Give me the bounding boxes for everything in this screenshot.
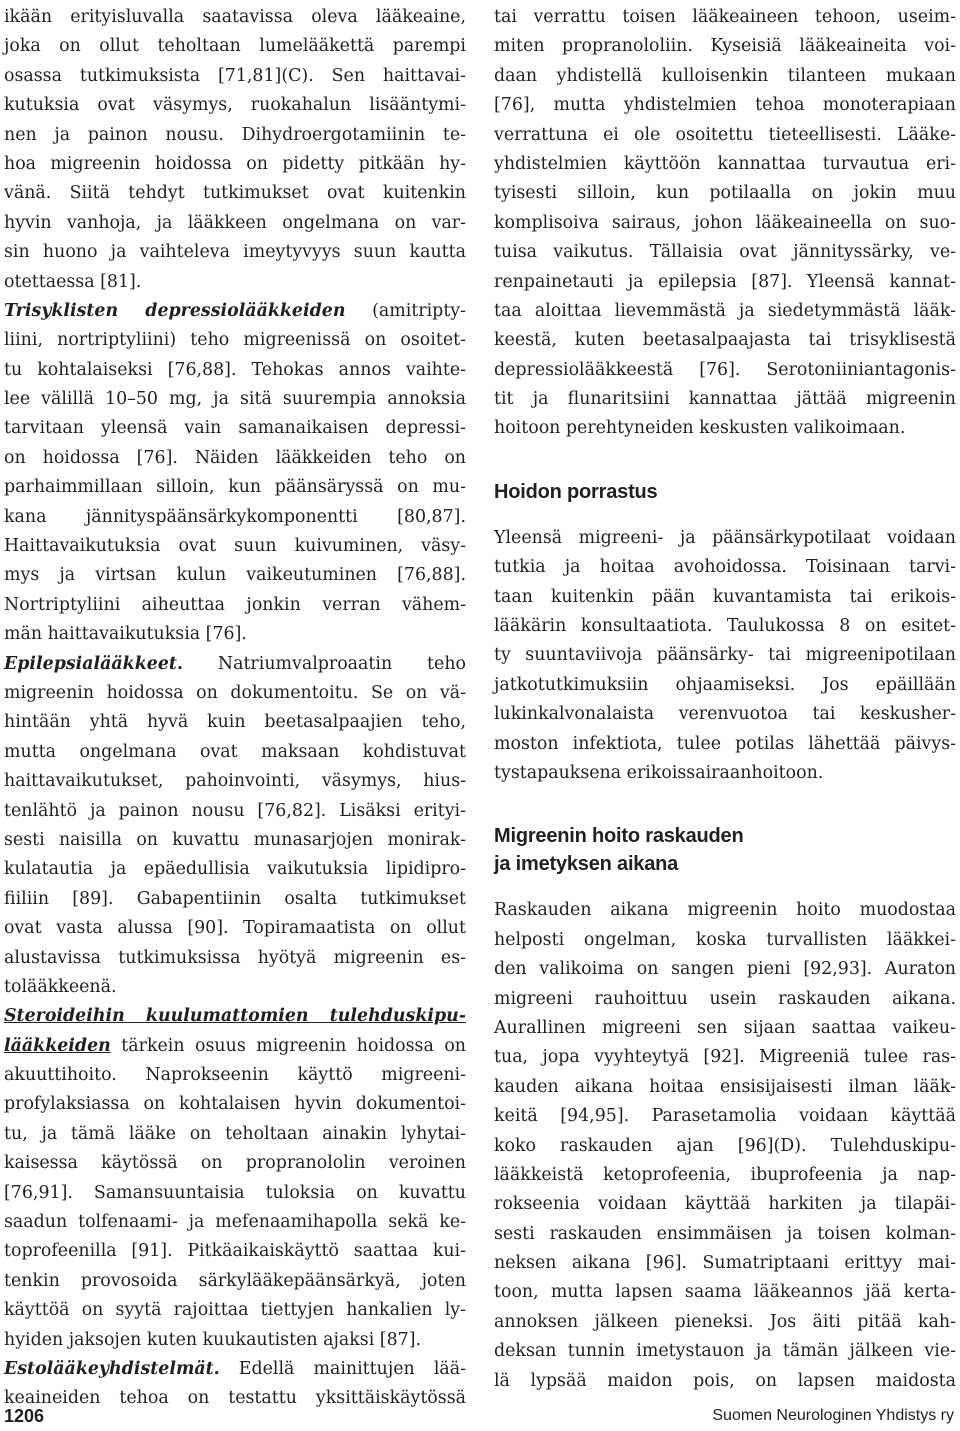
text-line: [494, 700, 956, 729]
line-text: tyisesti silloin, kun potilaalla on jokin muu: [494, 183, 956, 204]
text-line: [494, 896, 956, 925]
line-text: tua, jopa vyyhteytyä [92]. Migreeniä tulee ras-: [494, 1047, 956, 1068]
text-line: [4, 944, 466, 973]
line-text: lääkkeistä ketoprofeenia, ibuprofeenia ja nap-: [494, 1164, 956, 1185]
line-text: helposti ongelman, koska turvallisten lääkkei-: [494, 929, 956, 950]
line-text: on hoidossa [76]. Näiden lääkkeiden teho on: [4, 447, 466, 468]
line-text: tarvitaan yleensä vain samanaikaisen depressi-: [4, 418, 466, 439]
line-text: mutta ongelmana ovat maksaan kohdistuvat: [4, 741, 466, 762]
line-text: moston infektiota, tulee potilas lähettää päivys-: [494, 733, 956, 754]
line-text: komplisoiva sairaus, johon lääkeaineella on suo-: [494, 212, 956, 233]
spacer: [494, 788, 956, 822]
text-line: [494, 985, 956, 1014]
text-line: [494, 238, 956, 267]
inline-subheading: Trisyklisten depressiolääkkeiden: [4, 300, 346, 321]
line-text: ovat vasta alussa [90]. Topiramaatista on ollut: [4, 918, 466, 939]
text-line: [494, 3, 956, 32]
line-text: haittavaikutukset, pahoinvointi, väsymys, hius-: [4, 771, 466, 792]
text-line: [4, 797, 466, 826]
spacer: [494, 444, 956, 478]
text-line: [494, 1278, 956, 1307]
line-text: renpainetauti ja epilepsia [87]. Yleensä kannat-: [494, 271, 956, 292]
text-line: [4, 1120, 466, 1149]
line-text: lä lypsää maidon pois, on lapsen maidosta: [494, 1370, 956, 1391]
line-text: akuuttihoito. Naprokseenin käyttö migreeni-: [4, 1065, 466, 1086]
page-number: 1206: [4, 1406, 45, 1426]
inline-subheading: lääkkeiden: [4, 1035, 111, 1056]
text-line: [494, 955, 956, 984]
line-text: depressiolääkkeestä [76]. Serotoniiniantagonis-: [494, 359, 956, 380]
text-line: [494, 150, 956, 179]
inline-subheading: Steroideihin kuulumattomien tulehduskipu-: [4, 1006, 466, 1027]
line-text: tu kohtalaiseksi [76,88]. Tehokas annos vaihte-: [4, 359, 466, 380]
line-text: Haittavaikutuksia ovat suun kuivuminen, väsy-: [4, 536, 466, 557]
text-line: [4, 738, 466, 767]
section-heading: [494, 822, 956, 878]
line-text: Nortriptyliini aiheuttaa jonkin verran vähem-: [4, 594, 466, 615]
text-line: [494, 179, 956, 208]
text-line: [4, 1179, 466, 1208]
text-line: [494, 1367, 956, 1396]
line-text: saadun tolfenaami- ja mefenaamihapolla sekä ke-: [4, 1212, 466, 1233]
text-line: [494, 671, 956, 700]
text-line: [494, 1190, 956, 1219]
line-text: toprofeenilla [91]. Pitkäaikaiskäyttö saattaa kui-: [4, 1241, 466, 1262]
text-line: [494, 641, 956, 670]
line-text: lukinkalvonalaista verenvuotoa tai keskusher-: [494, 704, 956, 725]
line-text: tystapauksena erikoissairaanhoitoon.: [494, 762, 824, 783]
line-text: [76,91]. Samansuuntaisia tuloksia on kuvattu: [4, 1182, 466, 1203]
text-line: [494, 1132, 956, 1161]
line-text: keaineiden tehoa on testattu yksittäiskäytössä: [4, 1388, 466, 1409]
text-line: [4, 532, 466, 561]
line-text: män haittavaikutuksia [76].: [4, 624, 247, 645]
text-line: [4, 503, 466, 532]
line-text: miten propranololiin. Kyseisiä lääkeaineita voi-: [494, 36, 956, 57]
section-heading: [494, 478, 956, 506]
line-text: tolääkkeenä.: [4, 976, 117, 997]
line-text: koko raskauden ajan [96](D). Tulehduskipu-: [494, 1135, 956, 1156]
text-line: [494, 1014, 956, 1043]
line-text: hoitoon perehtyneiden keskusten valikoimaan.: [494, 418, 906, 439]
inline-subheading: Estolääkeyhdistelmät.: [4, 1358, 220, 1379]
text-line: [4, 150, 466, 179]
line-text: parhaimmillaan silloin, kun päänsäryssä on mu-: [4, 477, 466, 498]
text-line: [4, 1355, 466, 1384]
line-text: kana jännityspäänsärkykomponentti [80,87].: [4, 506, 466, 527]
text-line: [4, 268, 466, 297]
line-text: jatkotutkimuksiin ohjaamiseksi. Jos epäillään: [494, 674, 956, 695]
text-line: [4, 826, 466, 855]
right-column: [494, 3, 956, 1396]
line-text: Edellä mainittujen lää-: [219, 1358, 466, 1379]
text-line: [4, 414, 466, 443]
line-text: kutuksia ovat väsymys, ruokahalun lisääntymi-: [4, 95, 466, 116]
text-line: [494, 91, 956, 120]
text-line: [4, 3, 466, 32]
text-line: [4, 121, 466, 150]
text-line: [494, 1102, 956, 1131]
line-text: tenlähtö ja painon nousu [76,82]. Lisäksi erityi-: [4, 800, 466, 821]
left-column: [4, 3, 466, 1414]
text-line: [4, 238, 466, 267]
line-text: taan kuitenkin pään kuvantamista tai erikois-: [494, 586, 956, 607]
text-line: [494, 326, 956, 355]
line-text: daan yhdistellä kulloisenkin tilanteen mukaan: [494, 65, 956, 86]
line-text: lee välillä 10–50 mg, ja sitä suurempia annoksia: [4, 389, 466, 410]
line-text: migreenin hoidossa on dokumentoitu. Se on vä-: [4, 682, 466, 703]
text-line: [4, 91, 466, 120]
text-line: [4, 179, 466, 208]
line-text: Aurallinen migreeni sen sijaan saattaa vaikeu-: [494, 1017, 956, 1038]
line-text: tärkein osuus migreenin hoidossa on: [110, 1035, 466, 1056]
text-line: [494, 209, 956, 238]
line-text: keestä, kuten beetasalpaajasta tai trisyklisestä: [494, 330, 956, 351]
text-line: [494, 926, 956, 955]
line-text: vänä. Siitä tehdyt tutkimukset ovat kuitenkin: [4, 183, 466, 204]
text-line: [4, 1237, 466, 1266]
text-line: [4, 1326, 466, 1355]
text-line: [494, 553, 956, 582]
line-text: rokseenia voidaan käyttää harkiten ja tilapäi-: [494, 1194, 956, 1215]
text-line: [4, 326, 466, 355]
text-line: [4, 356, 466, 385]
inline-subheading: Epilepsialääkkeet.: [4, 653, 183, 674]
text-line: [494, 385, 956, 414]
text-line: [4, 1090, 466, 1119]
text-line: [4, 620, 466, 649]
text-line: [4, 973, 466, 1002]
line-text: alustavissa tutkimuksissa hyötyä migreenin es-: [4, 947, 466, 968]
line-text: hoa migreenin hoidossa on pidetty pitkään hy-: [4, 153, 466, 174]
line-text: Natriumvalproaatin teho: [182, 653, 466, 674]
line-text: migreeni rauhoittuu usein raskauden aikana.: [494, 988, 956, 1009]
text-line: [494, 612, 956, 641]
text-line: [4, 650, 466, 679]
line-text: yhdistelmien käyttöön kannattaa turvautua eri-: [494, 153, 956, 174]
heading-line: Hoidon porrastus: [494, 480, 658, 503]
line-text: kulatautia ja epäedullisia vaikutuksia lipidipro-: [4, 859, 466, 880]
text-line: [4, 591, 466, 620]
text-line: [4, 32, 466, 61]
line-text: kaisessa käytössä on propranololin veroinen: [4, 1153, 466, 1174]
text-line: [4, 1032, 466, 1061]
line-text: tit ja flunaritsiini kannattaa jättää migreenin: [494, 389, 956, 410]
text-line: [4, 385, 466, 414]
line-text: hintään yhtä hyvä kuin beetasalpaajien teho,: [4, 712, 466, 733]
line-text: kauden aikana hoitaa ensisijaisesti ilman lääk-: [494, 1076, 956, 1097]
line-text: tu, ja tämä lääke on teholtaan ainakin lyhytai-: [4, 1123, 466, 1144]
text-line: [494, 1337, 956, 1366]
line-text: tenkin provosoida särkylääkepäänsärkyä, joten: [4, 1270, 466, 1291]
line-text: taa aloittaa lievemmästä ja siedetymmästä lääk-: [494, 300, 956, 321]
line-text: keitä [94,95]. Parasetamolia voidaan käyttää: [494, 1106, 956, 1127]
line-text: hyvin vanhoja, ja lääkkeen ongelmana on var-: [4, 212, 466, 233]
line-text: hyiden jaksojen kuten kuukautisten ajaksi [87].: [4, 1329, 422, 1350]
text-line: [4, 62, 466, 91]
text-line: [4, 1002, 466, 1031]
line-text: deksan tunnin imetystauon ja tämän jälkeen vie-: [494, 1341, 956, 1362]
text-line: [4, 1208, 466, 1237]
publisher-name: Suomen Neurologinen Yhdistys ry: [712, 1407, 954, 1424]
text-line: [494, 1220, 956, 1249]
text-line: [494, 583, 956, 612]
text-line: [4, 297, 466, 326]
line-text: tuisa vaikutus. Tällaisia ovat jännityssärky, ve-: [494, 242, 956, 263]
text-line: [494, 356, 956, 385]
text-line: [494, 524, 956, 553]
line-text: sin huono ja vaihteleva imeytyvyys suun kautta: [4, 242, 466, 263]
line-text: [76], mutta yhdistelmien tehoa monoterapiaan: [494, 95, 956, 116]
line-text: liini, nortriptyliini) teho migreenissä on osoitet-: [4, 330, 466, 351]
text-line: [494, 121, 956, 150]
line-text: annoksen jälkeen pieneksi. Jos äiti pitää kah-: [494, 1311, 956, 1332]
heading-line: Migreenin hoito raskauden: [494, 825, 744, 848]
line-text: toon, mutta lapsen saama lääkeannos jää kerta-: [494, 1282, 956, 1303]
text-line: [494, 1161, 956, 1190]
heading-line: ja imetyksen aikana: [494, 853, 679, 876]
line-text: osassa tutkimuksista [71,81](C). Sen haittavai-: [4, 65, 466, 86]
text-line: [4, 914, 466, 943]
line-text: fiiliin [89]. Gabapentiinin osalta tutkimukset: [4, 888, 466, 909]
line-text: den valikoima on sangen pieni [92,93]. Auraton: [494, 959, 956, 980]
line-text: verrattuna ei ole osoitettu tieteellisesti. Lääke-: [494, 124, 956, 145]
text-line: [494, 1073, 956, 1102]
line-text: joka on ollut teholtaan lumelääkettä parempi: [4, 36, 466, 57]
text-line: [4, 209, 466, 238]
line-text: ty suuntaviivoja päänsärky- tai migreenipotilaan: [494, 645, 956, 666]
line-text: (amitripty-: [345, 300, 467, 321]
line-text: tutkia ja hoitaa avohoidossa. Toisinaan tarvi-: [494, 557, 956, 578]
line-text: sesti naisilla on kuvattu munasarjojen monirak-: [4, 829, 466, 850]
text-line: [4, 561, 466, 590]
line-text: Raskauden aikana migreenin hoito muodostaa: [494, 900, 956, 921]
line-text: nen ja painon nousu. Dihydroergotamiinin te-: [4, 124, 466, 145]
line-text: Yleensä migreeni- ja päänsärkypotilaat voidaan: [494, 527, 956, 548]
text-line: [4, 767, 466, 796]
text-line: [494, 32, 956, 61]
text-line: [494, 730, 956, 759]
text-line: [4, 855, 466, 884]
spacer: [494, 506, 956, 524]
text-line: [4, 444, 466, 473]
text-line: [4, 1267, 466, 1296]
text-line: [4, 679, 466, 708]
line-text: otettaessa [81].: [4, 271, 142, 292]
line-text: profylaksiassa on kohtalaisen hyvin dokumentoi-: [4, 1094, 466, 1115]
line-text: käyttöä on syytä rajoittaa tiettyjen hankalien ly-: [4, 1300, 466, 1321]
line-text: lääkärin konsultaatiota. Taulukossa 8 on esitet-: [494, 616, 956, 637]
line-text: sesti raskauden ensimmäisen ja toisen kolman-: [494, 1223, 956, 1244]
text-line: [4, 1061, 466, 1090]
line-text: neksen aikana [96]. Sumatriptaani erittyy mai-: [494, 1253, 956, 1274]
text-line: [494, 297, 956, 326]
text-line: [494, 1249, 956, 1278]
spacer: [494, 878, 956, 896]
line-text: mys ja virtsan kulun vaikeutuminen [76,88].: [4, 565, 466, 586]
text-line: [4, 1384, 466, 1413]
text-line: [4, 1296, 466, 1325]
text-line: [4, 473, 466, 502]
text-line: [4, 1149, 466, 1178]
text-line: [494, 759, 956, 788]
line-text: tai verrattu toisen lääkeaineen tehoon, useim-: [494, 7, 956, 27]
text-line: [4, 885, 466, 914]
text-line: [494, 1043, 956, 1072]
text-line: [494, 62, 956, 91]
text-line: [494, 414, 956, 443]
text-line: [4, 708, 466, 737]
line-text: ikään erityisluvalla saatavissa oleva lääkeaine,: [4, 7, 466, 27]
text-line: [494, 1308, 956, 1337]
text-line: [494, 268, 956, 297]
